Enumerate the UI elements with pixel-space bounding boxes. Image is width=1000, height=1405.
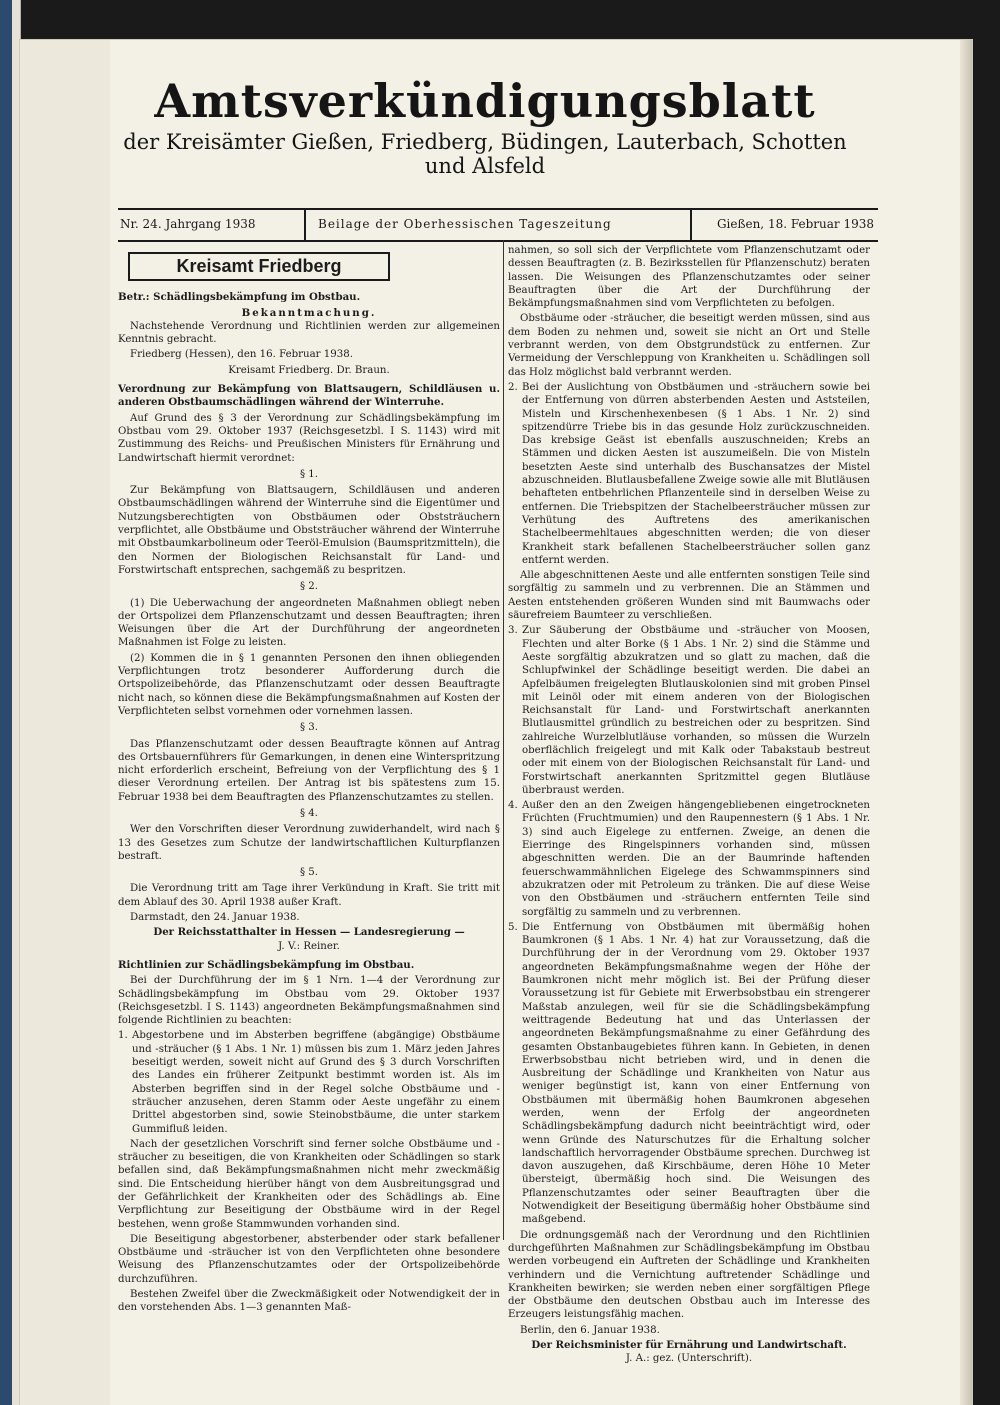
place-date: Gießen, 18. Februar 1938 — [716, 217, 874, 231]
section-heading: § 5. — [299, 867, 319, 879]
dateline: Berlin, den 6. Januar 1938. — [520, 1324, 660, 1336]
guideline-text: Obstbäume oder -sträucher, die beseitigt werden müssen, sind aus dem Boden zu nehmen und, soweit sie nicht an Ort und Stelle verbrannt werden, von dem Obstgrundstück zu entfernen. Zur Vermeidung der Verschleppung von Krankheiten u. Schädlingen soll das Holz möglichst bald verbrannt werden. — [508, 313, 870, 378]
intro-text: Nachstehende Verordnung und Richtlinien werden zur allgemeinen Kenntnis gebracht. — [118, 320, 500, 346]
item-text: Bei der Auslichtung von Obstbäumen und -sträuchern sowie bei der Entfernung von dürren absterbenden Aesten und Aststeilen, Misteln und Kirschenhexenbesen (§ 1 Abs. 1 Nr. 2) sind spitzendürre Triebe bis in das gesunde Holz zurückzuschneiden. Das krebsige Geäst ist ebenfalls auszuschneiden; Krebs an Stämmen und dicken Aesten ist auszumeißeln. Die von Misteln besetzten Aeste sind unterhalb des Buschansatzes der Mistel abzuschneiden. Blutlausbefallene Zweige sowie alle mit Blutläusen behafteten entbehrlichen Pflanzenteile sind in derselben Weise zu entfernen. Die Triebspitzen der Stachelbeersträucher müssen zur Verhütung des Auftretens des amerikanischen Stachelbeermehltaues abgeschnitten werden; die von dieser Krankheit stark befallenen Stachelbeersträucher sollen ganz entfernt werden. — [522, 381, 870, 566]
item-text: Zur Säuberung der Obstbäume und -sträucher von Moosen, Flechten und alter Borke (§ 1 Abs. 1 Nr. 2) sind die Stämme und Aeste sorgfältig abzukratzen und so glatt zu machen, daß die Schlupfwinkel der Schädlinge beseitigt werden. Die dabei an Apfelbäumen freigelegten Blutlauskolonien sind mit groben Pinsel mit Leinöl oder mit einem anderen von der Biologischen Reichsanstalt für Land- und Forstwirtschaft anerkannten Blutlausmittel gründlich zu bestreichen oder zu bespritzen. Sind zahlreiche Wurzelblutläuse vorhanden, so müssen die Wurzeln oberflächlich freigelegt und mit Kalk oder Tabakstaub bestreut oder mit einem von der Biologischen Reichsanstalt für Land- und Forstwirtschaft anerkannten Spritzmittel gegen Blutläuse überbraust werden. — [522, 625, 870, 796]
section-text: Das Pflanzenschutzamt oder dessen Beauftragte können auf Antrag des Ortsbauernführers für Gemarkungen, in denen eine Winterspritzung nicht erforderlich erscheint, Befreiung von der Verpflichtung des § 1 dieser Verordnung erteilen. Der Antrag ist bis spätestens zum 15. Februar 1938 bei dem Beauftragten des Pflanzenschutzamtes zu stellen. — [118, 738, 500, 803]
item-number: 3. — [508, 625, 518, 637]
masthead — [105, 74, 865, 178]
left-column — [118, 244, 500, 1317]
dateline: Darmstadt, den 24. Januar 1938. — [130, 912, 300, 924]
guideline-text: Nach der gesetzlichen Vorschrift sind ferner solche Obstbäume und -sträucher zu beseitigen, die von Krankheiten oder Schädlingen so stark befallen sind, daß Bekämpfungsmaßnahmen nicht mehr zweckmäßig sind. Die Entscheidung hierüber hängt von dem Ausbreitungsgrad und der Gefährlichkeit der Krankheiten oder des Schädlings ab. Eine Verpflichtung zur Beseitigung der Obstbäume wird in der Regel bestehen, wenn große Stammwunden vorhanden sind. — [118, 1138, 500, 1230]
issue-info-bar — [118, 208, 878, 242]
right-column — [508, 244, 870, 1366]
signature: Der Reichsstatthalter in Hessen — Landesregierung — — [153, 926, 465, 939]
ordinance-title: Verordnung zur Bekämpfung von Blattsaugern, Schildläusen u. anderen Obstbaumschädlingen während der Winterruhe. — [118, 383, 500, 409]
section-text: Wer den Vorschriften dieser Verordnung zuwiderhandelt, wird nach § 13 des Gesetzes zum Schutze der landwirtschaftlichen Kulturpflanzen bestraft. — [118, 824, 500, 862]
announcement-heading: Bekanntmachung. — [241, 306, 377, 319]
guideline-item — [508, 921, 870, 1227]
guideline-text: Bestehen Zweifel über die Zweckmäßigkeit oder Notwendigkeit der in den vorstehenden Abs. 1—3 genannten Maß- — [118, 1289, 500, 1314]
item-number: 5. — [508, 921, 518, 933]
binding-spine — [0, 0, 12, 1405]
masthead-title: Amtsverkündigungsblatt — [154, 74, 816, 128]
item-text: Abgestorbene und im Absterben begriffene (abgängige) Obstbäume und -sträucher (§ 1 Abs. 1 Nr. 1) müssen bis zum 1. März jeden Jahres beseitigt werden, soweit nicht auf Grund des § 3 durch Vorschriften des Landes ein früherer Zeitpunkt bestimmt worden ist. Als im Absterben begriffen sind in der Regel solche Obstbäume und -sträucher anzusehen, deren Stamm oder Aeste ungefähr zu einem Drittel abgestorben sind, sowie Steinobstbäume, die unter starkem Gummifluß leiden. — [132, 1030, 500, 1135]
closing-text: Die ordnungsgemäß nach der Verordnung und den Richtlinien durchgeführten Maßnahmen zur Schädlingsbekämpfung im Obstbau werden vorbeugend ein Auftreten der Schädlinge und Krankheiten verhindern und die Vernichtung auftretender Schädlinge und Krankheiten bewirken; sie werden neben einer sorgfältigen Pflege der Obstbäume den deutschen Obstbau auch im Interesse des Erzeugers leistungsfähig machen. — [508, 1229, 870, 1321]
section-text: (2) Kommen die in § 1 genannten Personen den ihnen obliegenden Verpflichtungen trotz besonderer Aufforderung durch die Ortspolizeibehörde, das Pflanzenschutzamt oder dessen Beauftragte nicht nach, so können diese die Bekämpfungsmaßnahmen auf Kosten der Verpflichteten selbst vornehmen oder vornehmen lassen. — [118, 652, 500, 717]
signature: J. V.: Reiner. — [278, 940, 340, 952]
item-text: Die Entfernung von Obstbäumen mit übermäßig hohen Baumkronen (§ 1 Abs. 1 Nr. 4) hat zur Voraussetzung, daß die Durchführung der in der Verordnung vom 29. Oktober 1937 angeordneten Bekämpfungsmaßnahme wegen der Höhe der Baumkronen nicht mehr möglich ist. Bei der Prüfung dieser Voraussetzung ist für Gebiete mit Erwerbsobstbau ein strengerer Maßstab anzulegen, weil für sie die Schädlingsbekämpfung weittragende Bedeutung hat und das Unterlassen der angeordneten Bekämpfungsmaßnahme zu einer Gefährdung des gesamten Obstanbaugebietes führen kann. In Gebieten, in denen Erwerbsobstbau nicht betrieben wird, und in denen die Ausbreitung der Schädlinge und Krankheiten von Natur aus weniger begünstigt ist, kann von einer Entfernung von Obstbäumen mit übermäßig hohen Baumkronen abgesehen werden, wenn der Erfolg der angeordneten Schädlingsbekämpfung dadurch nicht beeinträchtigt wird, oder wenn Gründe des Naturschutzes für die Erhaltung solcher landschaftlich hervorragender Obstbäume sprechen. Durchweg ist davon auszugehen, daß Kirschbäume, deren Höhe 10 Meter übersteigt, übermäßig hoch sind. Die Weisungen des Pflanzenschutzamtes oder seiner Beauftragten über die Notwendigkeit der Beseitigung übermäßig hoher Obstbäume sind maßgebend. — [522, 921, 870, 1226]
divider — [690, 210, 692, 240]
section-heading: § 2. — [299, 581, 319, 593]
item-number: 2. — [508, 381, 518, 393]
item-text: Außer den an den Zweigen hängengebliebenen eingetrockneten Früchten (Fruchtmumien) und den Raupennestern (§ 1 Abs. 1 Nr. 3) sind auch Eigelege zu entfernen. Zweige, an denen die Eierringe des Ringelspinners vorhanden sind, müssen abgeschnitten werden. Die an der Baumrinde haftenden feuerschwammähnlichen Eigelege des Schwammspinners sind abzukratzen oder mit Petroleum zu tränken. Die auf diese Weise von den Obstbäumen und -sträuchern entfernten Teile sind sorgfältig zu sammeln und zu verbrennen. — [522, 800, 870, 918]
signature: Kreisamt Friedberg. Dr. Braun. — [228, 364, 390, 376]
section-heading: § 3. — [299, 722, 319, 734]
facing-page-margin — [20, 40, 110, 1405]
guidelines-title: Richtlinien zur Schädlingsbekämpfung im Obstbau. — [118, 958, 415, 971]
section-text: Zur Bekämpfung von Blattsaugern, Schildläusen und anderen Obstbaumschädlingen während der Winterruhe sind die Eigentümer und Nutzungsberechtigten von Obstbäumen oder Obststräuchern verpflichtet, alle Obstbäume und Obststräucher während der Winterruhe mit Obstbaumkarbolineum oder Teeröl-Emulsion (Baumspritzmitteln), die den Normen der Biologischen Reichsanstalt für Land- und Forstwirtschaft entsprechen, sachgemäß zu bespritzen. — [118, 485, 500, 576]
guideline-item — [118, 1029, 500, 1135]
section-heading: § 4. — [299, 807, 319, 819]
item-number: 1. — [118, 1030, 128, 1042]
page-edge — [960, 40, 972, 1405]
section-heading: § 1. — [299, 468, 319, 480]
section-text: Die Verordnung tritt am Tage ihrer Verkündung in Kraft. Sie tritt mit dem Ablauf des 30. April 1938 außer Kraft. — [118, 883, 500, 908]
guideline-text: Alle abgeschnittenen Aeste und alle entfernten sonstigen Teile sind sorgfältig zu sammeln und zu verbrennen. Die an Stämmen und Aesten entstehenden größeren Wunden sind mit Baumwachs oder säurefreiem Baumteer zu verschließen. — [508, 570, 870, 622]
issue-number: Nr. 24. Jahrgang 1938 — [120, 217, 256, 231]
divider — [304, 210, 306, 240]
office-heading-box: Kreisamt Friedberg — [128, 252, 390, 281]
supplement-line: Beilage der Oberhessischen Tageszeitung — [318, 217, 612, 231]
dateline: Friedberg (Hessen), den 16. Februar 1938. — [130, 349, 353, 361]
subject-line: Betr.: Schädlingsbekämpfung im Obstbau. — [118, 291, 361, 304]
guideline-item — [508, 624, 870, 797]
guidelines-intro: Bei der Durchführung der im § 1 Nrn. 1—4 der Verordnung zur Schädlingsbekämpfung im Obstbau vom 29. Oktober 1937 (Reichsgesetzbl. I S. 1143) angeordneten Bekämpfungsmaßnahmen sind folgende Richtlinien zu beachten: — [118, 975, 500, 1027]
continued-text: nahmen, so soll sich der Verpflichtete vom Pflanzenschutzamt oder dessen Beauftragten (z. B. Bezirksstellen für Pflanzenschutz) beraten lassen. Die Weisungen des Pflanzenschutzamtes oder seiner Beauftragten über die Art der Durchführung der Bekämpfungsmaßnahmen sind vom Verpflichteten zu befolgen. — [508, 245, 870, 310]
signature: Der Reichsminister für Ernährung und Landwirtschaft. — [531, 1339, 847, 1352]
signature: J. A.: gez. (Unterschrift). — [625, 1353, 753, 1365]
guideline-item — [508, 381, 870, 567]
guideline-text: Die Beseitigung abgestorbener, absterbender oder stark befallener Obstbäume und -sträucher ist von den Verpflichteten ohne besondere Weisung des Pflanzenschutzamtes oder der Ortspolizeibehörde durchzuführen. — [118, 1233, 500, 1285]
masthead-subtitle: der Kreisämter Gießen, Friedberg, Büdingen, Lauterbach, Schotten und Alsfeld — [123, 130, 847, 178]
guideline-item — [508, 799, 870, 919]
ordinance-intro: Auf Grund des § 3 der Verordnung zur Schädlingsbekämpfung im Obstbau vom 29. Oktober 1937 (Reichsgesetzbl. I S. 1143) wird mit Zustimmung des Reichs- und Preußischen Ministers für Ernährung und Landwirtschaft hiermit verordnet: — [118, 412, 500, 464]
section-text: (1) Die Ueberwachung der angeordneten Maßnahmen obliegt neben der Ortspolizei dem Pflanzenschutzamt und dessen Beauftragten; ihren Weisungen über die Art der Durchführung der angeordneten Maßnahmen ist Folge zu leisten. — [118, 597, 500, 649]
column-rule — [503, 240, 504, 1240]
item-number: 4. — [508, 800, 518, 812]
